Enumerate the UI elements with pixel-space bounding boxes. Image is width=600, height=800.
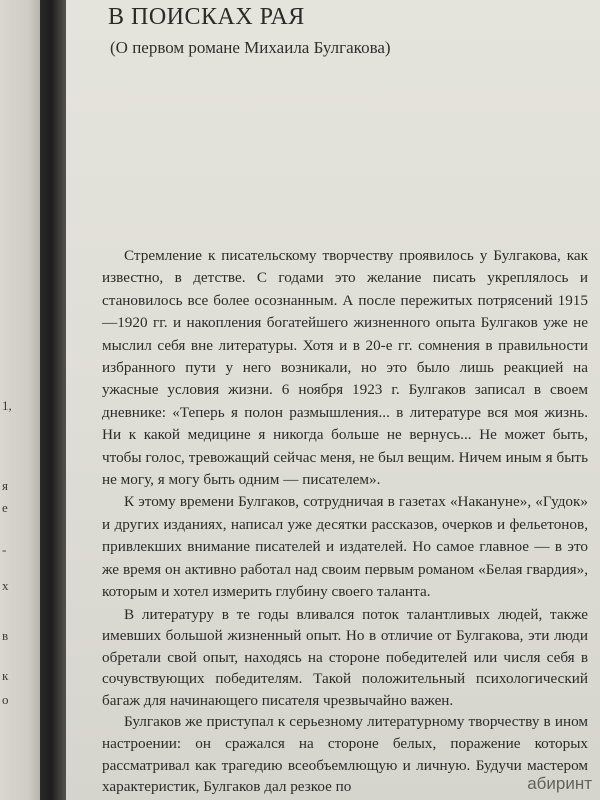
paragraph: Булгаков же приступал к серьезному литературному творчеству в ином настроении: он сражался на стороне белых, поражение которых рассматривал как трагедию всеобъемлющую и личную. Будучи мастером характеристик, Булгаков дал резкое по — [102, 713, 588, 796]
left-page-edge — [0, 0, 40, 800]
paragraph: Стремление к писательскому творчеству проявилось у Булгакова, как известно, в детстве. С годами это желание писать укреплялось и становилось все более осознанным. А после пережитых потрясений 1915—1920 гг. и накопления богатейшего жизненного опыта Булгаков уже не мыслил себя вне литературы. Хотя и в 20-е гг. сомнения в правильности избранного пути у него возникали, но это было лишь реакцией на ужасные условия жизни. 6 ноября 1923 г. Булгаков записал в своем дневнике: «Теперь я полон размышления... в литературе вся моя жизнь. Ни к какой медицине я никогда больше не вернусь... Не может быть, чтобы голос, тревожащий сейчас меня, не был вещим. Ничем иным я быть не могу, я могу быть одним — писателем». — [102, 247, 588, 489]
book-page — [66, 0, 600, 800]
paragraph: В литературу в те годы вливался поток талантливых людей, также имевших большой жизненный опыт. Но в отличие от Булгакова, эти люди обретали свой опыт, находясь на стороне победителей или числя себя в сочувствующих победителям. Такой положительный психологический багаж для начинающего писателя чрезвычайно важен. — [102, 605, 588, 709]
paragraph: К этому времени Булгаков, сотрудничая в газетах «Накануне», «Гудок» и других изданиях, написал уже десятки рассказов, очерков и фельетонов, привлекших внимание писателей и издателей. Но самое главное — в это же время он активно работал над своим первым романом «Белая гвардия», которым и хотел измерить глубину своего таланта. — [102, 493, 588, 601]
left-margin-fragment: 1, — [2, 398, 12, 413]
left-margin-fragment: в — [2, 628, 9, 643]
left-margin-fragment: о — [2, 692, 9, 707]
book-gutter — [40, 0, 68, 800]
chapter-title: В ПОИСКАХ РАЯ — [108, 4, 305, 30]
left-margin-fragment: е — [2, 500, 8, 515]
left-margin-fragment: я — [2, 478, 8, 493]
chapter-subtitle: (О первом романе Михаила Булгакова) — [110, 38, 391, 57]
watermark-logo — [527, 774, 592, 794]
left-margin-fragment: - — [2, 542, 7, 557]
body-text — [102, 245, 588, 798]
watermark-text: абиринт — [527, 774, 592, 793]
left-margin-fragment: х — [2, 578, 9, 593]
left-margin-fragment: к — [2, 668, 9, 683]
